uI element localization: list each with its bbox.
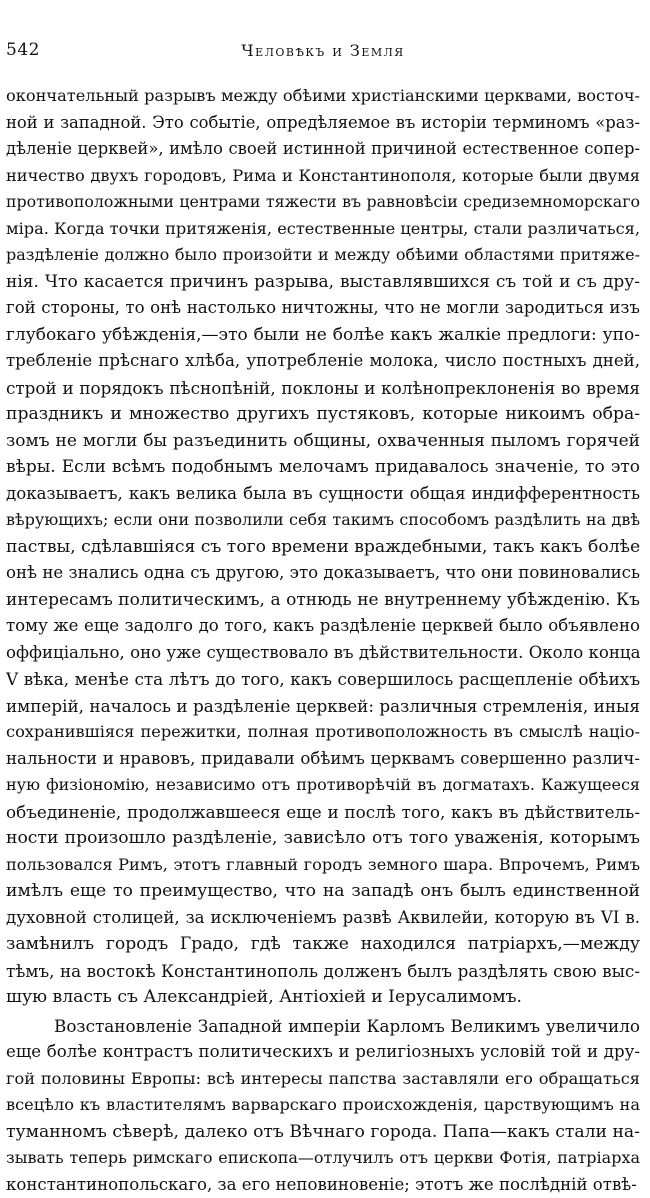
page-number: 542 [6, 40, 40, 60]
text-line: міра. Когда точки притяженія, естественные центры, стали различаться, [6, 216, 640, 243]
text-line: интересамъ политическимъ, а отнюдь не внутреннему убѣжденію. Къ [6, 587, 640, 614]
text-line: вѣрующихъ; если они позволили себя такимъ способомъ раздѣлить на двѣ [6, 507, 640, 534]
text-line: строй и порядокъ пѣснопѣній, поклоны и колѣнопреклоненія во время [6, 375, 640, 402]
text-line: объединеніе, продолжавшееся еще и послѣ того, какъ въ дѣйствитель- [6, 799, 640, 826]
running-title: Человѣкъ и Земля [6, 41, 640, 60]
text-line: сохранившіяся пережитки, полная противоположность въ смыслѣ націо- [6, 719, 640, 746]
text-line: туманномъ сѣверѣ, далеко отъ Вѣчнаго города. Папа—какъ стали на- [6, 1119, 640, 1146]
text-line: глубокаго убѣжденія,—это были не болѣе какъ жалкіе предлоги: упо- [6, 322, 640, 349]
text-line: зывать теперь римскаго епископа—отлучилъ отъ церкви Фотія, патріарха [6, 1145, 640, 1172]
text-line: V вѣка, менѣе ста лѣтъ до того, какъ совершилось расщепленіе обѣихъ [6, 666, 640, 693]
text-line: тѣмъ, на востокѣ Константинополь долженъ былъ раздѣлять свою выс- [6, 958, 640, 985]
text-line: шую власть съ Александріей, Антіохіей и Іерусалимомъ. [6, 984, 640, 1011]
text-line: Возстановленіе Западной имперіи Карломъ Великимъ увеличило [6, 1013, 640, 1040]
paragraph [6, 1013, 640, 1198]
text-line: доказываетъ, какъ велика была въ сущности общая индифферентность [6, 481, 640, 508]
text-line: тому же еще задолго до того, какъ раздѣленіе церквей было объявлено [6, 613, 640, 640]
text-line: дѣленіе церквей», имѣло своей истинной причиной естественное сопер- [6, 136, 640, 163]
text-line: гой половины Европы: всѣ интересы папства заставляли его обращаться [6, 1066, 640, 1093]
text-line: духовной столицей, за исключеніемъ развѣ Аквилейи, которую въ VI в. [6, 905, 640, 932]
text-line: нальности и нравовъ, придавали обѣимъ церквамъ совершенно различ- [6, 746, 640, 773]
text-line: онѣ не знались одна съ другою, это доказываетъ, что они повиновались [6, 560, 640, 587]
text-line: окончательный разрывъ между обѣими христіанскими церквами, восточ- [6, 83, 640, 110]
body-text [6, 83, 640, 1198]
text-line: зомъ не могли бы разъединить общины, охваченныя пыломъ горячей [6, 428, 640, 455]
text-line: нія. Что касается причинъ разрыва, выставлявшихся съ той и съ дру- [6, 269, 640, 296]
text-line: противоположными центрами тяжести въ равновѣсіи средиземноморскаго [6, 189, 640, 216]
text-line: ной и западной. Это событіе, опредѣляемое въ исторіи терминомъ «раз- [6, 110, 640, 137]
text-line: замѣнилъ городъ Градо, гдѣ также находился патріархъ,—между [6, 931, 640, 958]
text-line: всецѣло къ властителямъ варварскаго происхожденія, царствующимъ на [6, 1092, 640, 1119]
text-line: ничество двухъ городовъ, Рима и Константинополя, которые были двумя [6, 163, 640, 190]
text-line: еще болѣе контрастъ политическихъ и религіозныхъ условій той и дру- [6, 1039, 640, 1066]
text-line: паствы, сдѣлавшіяся съ того времени враждебными, такъ какъ болѣе [6, 534, 640, 561]
paragraph [6, 83, 640, 1011]
text-line: ную физіономію, независимо отъ противорѣчій въ догматахъ. Кажущееся [6, 772, 640, 799]
text-line: праздникъ и множество другихъ пустяковъ, которые никоимъ обра- [6, 401, 640, 428]
text-line: раздѣленіе должно было произойти и между обѣими областями притяже- [6, 242, 640, 269]
paragraph-container [6, 83, 640, 1198]
page-header [6, 40, 640, 70]
text-line: пользовался Римъ, этотъ главный городъ земного шара. Впрочемъ, Римъ [6, 852, 640, 879]
text-line: требленіе прѣснаго хлѣба, употребленіе молока, число постныхъ дней, [6, 348, 640, 375]
text-line: оффиціально, оно уже существовало въ дѣйствительности. Около конца [6, 640, 640, 667]
text-line: гой стороны, то онѣ настолько ничтожны, что не могли зародиться изъ [6, 295, 640, 322]
text-line: имперій, началось и раздѣленіе церквей: различныя стремленія, иныя [6, 693, 640, 720]
text-line: вѣры. Если всѣмъ подобнымъ мелочамъ придавалось значеніе, то это [6, 454, 640, 481]
text-line: имѣлъ еще то преимущество, что на западѣ онъ былъ единственной [6, 878, 640, 905]
text-line: ности произошло раздѣленіе, зависѣло отъ того уваженія, которымъ [6, 825, 640, 852]
text-line: константинопольскаго, за его неповиновеніе; этотъ же послѣдній отвѣ- [6, 1172, 640, 1198]
